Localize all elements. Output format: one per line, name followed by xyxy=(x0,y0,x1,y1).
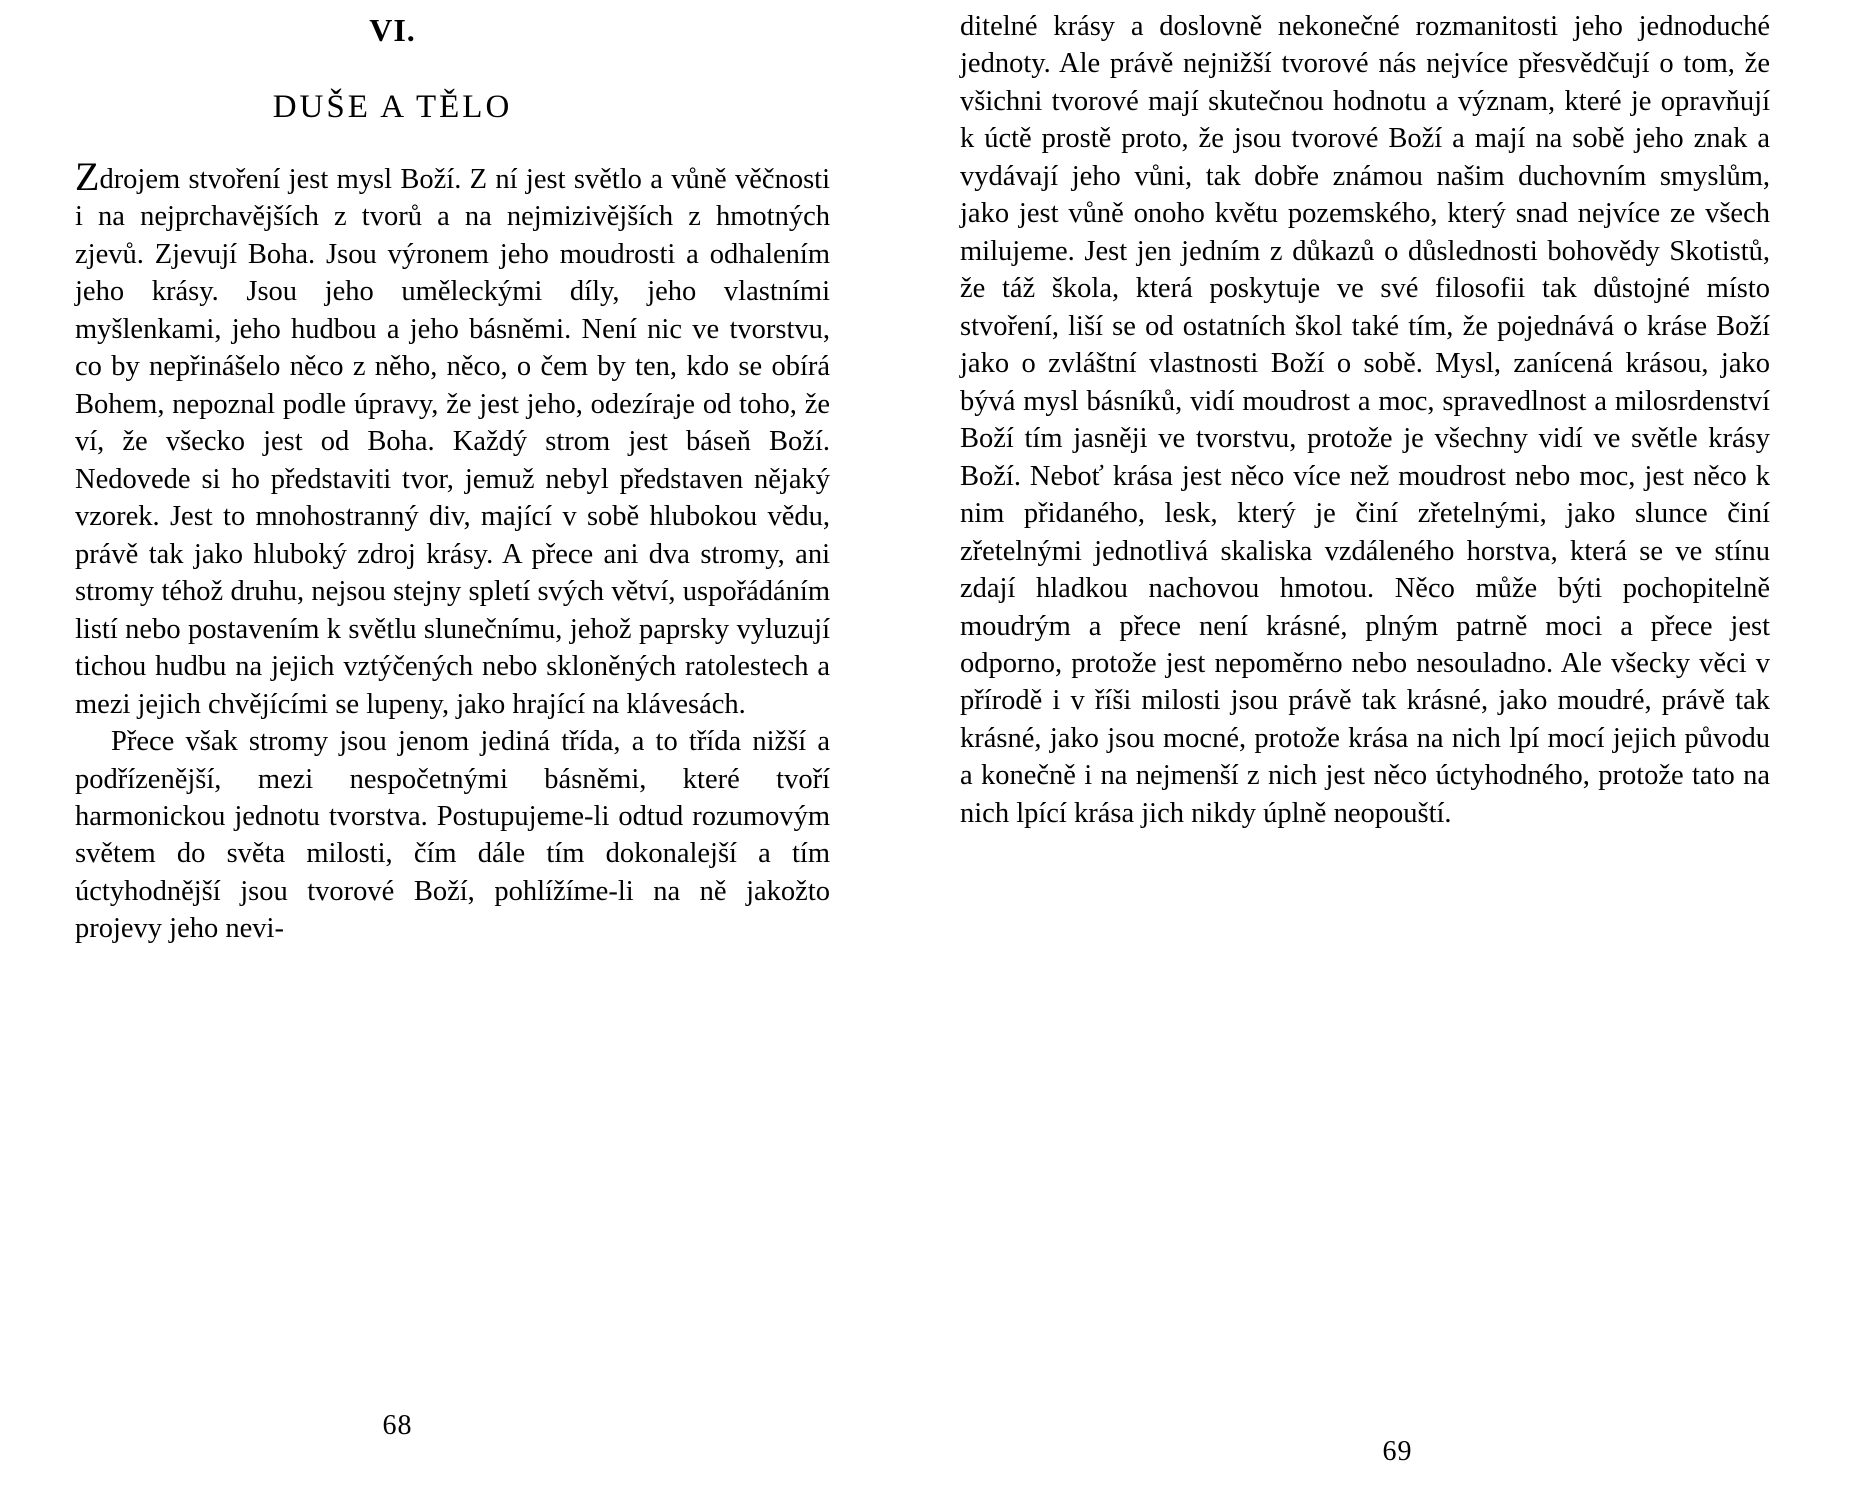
right-page-body xyxy=(960,8,1770,832)
paragraph-1 xyxy=(75,154,830,723)
paragraph-1-text: drojem stvoření jest mysl Boží. Z ní jest světlo a vůně věčnosti i na nejprchavějších z tvorů a na nejmizivějších z hmotných zjevů. Zjevují Boha. Jsou výronem jeho moudrosti a odhalením jeho krásy. Jsou jeho uměleckými díly, jeho vlastními myšlenkami, jeho hudbou a jeho básněmi. Není nic ve tvorstvu, co by nepřinášelo něco z něho, něco, o čem by ten, kdo se obírá Bohem, nepoznal podle úpravy, že jest jeho, odezíraje od toho, že ví, že všecko jest od Boha. Každý strom jest báseň Boží. Nedovede si ho představiti tvor, jemuž nebyl představen nějaký vzorek. Jest to mnohostranný div, mající v sobě hlubokou vědu, právě tak jako hluboký zdroj krásy. A přece ani dva stromy, ani stromy téhož druhu, nejsou stejny spletí svých větví, uspořádáním listí nebo postavením k světlu slunečnímu, jehož paprsky vyluzují tichou hudbu na jejich vztýčených nebo skloněných ratolestech a mezi jejich chvějícími se lupeny, jako hrající na klávesách. xyxy=(75,164,830,720)
paragraph-1: ditelné krásy a doslovně nekonečné rozmanitosti jeho jednoduché jednoty. Ale právě nejnižší tvorové nás nejvíce přesvědčují o tom, že všichni tvorové mají skutečnou hodnotu a význam, které je opravňují k úctě prostě proto, že jsou tvorové Boží a mají na sobě jeho znak a vydávají jeho vůni, tak dobře známou našim duchovním smyslům, jako jest vůně onoho květu pozemského, který snad nejvíce ze všech milujeme. Jest jen jedním z důkazů o důslednosti bohovědy Skotistů, že táž škola, která poskytuje ve své filosofii tak důstojné místo stvoření, liší se od ostatních škol také tím, že pojednává o kráse Boží jako o zvláštní vlastnosti Boží o sobě. Mysl, zanícená krásou, jako bývá mysl básníků, vidí moudrost a moc, spravedlnost a milosrdenství Boží tím jasněji ve tvorstvu, protože je všechny vidí ve světle krásy Boží. Neboť krása jest něco více než moudrost nebo moc, jest něco k nim přidaného, lesk, který je činí zřetelnými, jako slunce činí zřetelnými jednotlivá skaliska vzdáleného horstva, která se ve stínu zdají hladkou nachovou hmotou. Něco může býti pochopitelně moudrým a přece není krásné, plným patrně moci a přece jest odporno, protože jest nepoměrno nebo nesouladno. Ale všecky věci v přírodě i v říši milosti jsou právě tak krásné, jako moudré, právě tak krásné, jako jsou mocné, protože krása na nich lpí mocí jejich původu a konečně i na nejmenší z nich jest něco úctyhodného, protože tato na nich lpící krása jich nikdy úplně neopouští. xyxy=(960,11,1770,829)
page-number-left: 68 xyxy=(382,1410,413,1441)
chapter-number: VI. xyxy=(369,12,416,48)
chapter-title: DUŠE A TĚLO xyxy=(272,89,513,125)
drop-cap: Z xyxy=(75,154,100,199)
page-number-right: 69 xyxy=(1382,1436,1413,1467)
left-page-body xyxy=(75,154,830,948)
page-right xyxy=(925,0,1850,1500)
paragraph-2: Přece však stromy jsou jenom jediná třída, a to třída nižší a podřízenější, mezi nespočetnými básněmi, které tvoří harmonickou jednotu tvorstva. Postupujeme-li odtud rozumovým světem do světa milosti, čím dále tím dokonalejší a tím úctyhodnější jsou tvorové Boží, pohlížíme-li na ně jakožto projevy jeho nevi- xyxy=(75,726,830,945)
